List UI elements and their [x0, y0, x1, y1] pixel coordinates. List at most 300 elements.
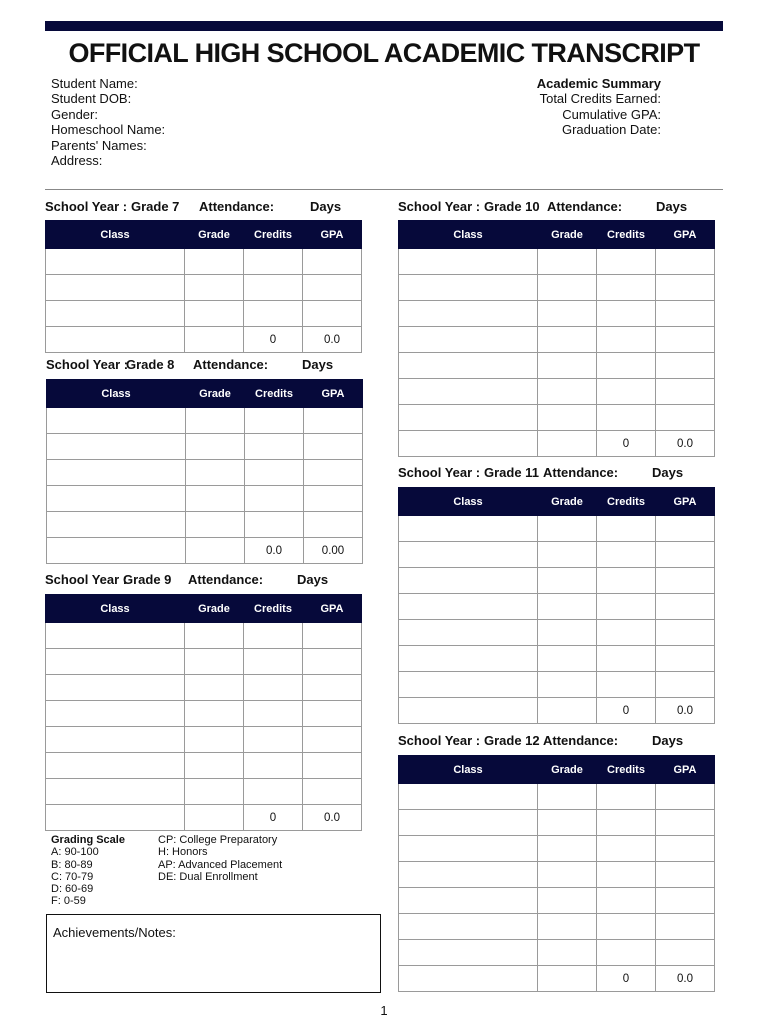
cell-grade[interactable] [186, 460, 245, 486]
table-row [399, 542, 715, 568]
cell-credits[interactable] [245, 408, 304, 434]
cell-class[interactable] [399, 542, 538, 568]
cell-grade[interactable] [538, 672, 597, 698]
cell-gpa[interactable] [656, 888, 715, 914]
cell-grade[interactable] [185, 275, 244, 301]
table-row [46, 753, 362, 779]
cell-gpa[interactable] [304, 460, 363, 486]
cell-credits[interactable] [597, 888, 656, 914]
cell-gpa[interactable] [656, 620, 715, 646]
total-gpa: 0.0 [303, 327, 362, 353]
cell-grade[interactable] [538, 353, 597, 379]
cell-credits[interactable] [597, 327, 656, 353]
cell-class[interactable] [47, 460, 186, 486]
total-gpa: 0.0 [303, 805, 362, 831]
cell-gpa[interactable] [656, 301, 715, 327]
table-row [399, 646, 715, 672]
cell-class[interactable] [399, 810, 538, 836]
cumulative-gpa-label: Cumulative GPA: [562, 106, 661, 122]
grade-f: F: 0-59 [51, 895, 86, 908]
cell-class[interactable] [399, 353, 538, 379]
page-title: OFFICIAL HIGH SCHOOL ACADEMIC TRANSCRIPT [68, 38, 700, 68]
school-year-label: School Year : [398, 733, 481, 748]
cell-grade[interactable] [538, 940, 597, 966]
table-row [46, 301, 362, 327]
cell-gpa[interactable] [656, 784, 715, 810]
total-grade-cell [186, 538, 245, 564]
school-year-line [398, 199, 718, 215]
grade-label: Grade 10 [484, 199, 540, 214]
transcript-table-11 [398, 487, 715, 724]
cell-credits[interactable] [597, 405, 656, 431]
school-year-line [398, 733, 718, 749]
cell-class[interactable] [47, 512, 186, 538]
cell-class[interactable] [399, 301, 538, 327]
cell-grade[interactable] [538, 810, 597, 836]
grade-b: B: 80-89 [51, 858, 93, 871]
cell-gpa[interactable] [656, 405, 715, 431]
cell-gpa[interactable] [656, 542, 715, 568]
table-row [399, 301, 715, 327]
total-grade-cell [185, 327, 244, 353]
cell-gpa[interactable] [656, 327, 715, 353]
cell-grade[interactable] [538, 405, 597, 431]
table-row [399, 914, 715, 940]
totals-row [46, 805, 362, 831]
cell-credits[interactable] [244, 753, 303, 779]
cell-credits[interactable] [597, 620, 656, 646]
days-label: Days [297, 572, 329, 587]
totals-row [46, 327, 362, 353]
column-header-credits: Credits [597, 756, 656, 784]
cell-grade[interactable] [538, 620, 597, 646]
table-row [399, 594, 715, 620]
gender-label: Gender: [51, 106, 98, 122]
cell-credits[interactable] [244, 249, 303, 275]
homeschool-name-label: Homeschool Name: [51, 122, 166, 138]
cell-gpa[interactable] [304, 434, 363, 460]
code-de: DE: Dual Enrollment [158, 870, 258, 883]
cell-credits[interactable] [597, 594, 656, 620]
total-class-cell [399, 966, 538, 992]
cell-class[interactable] [47, 486, 186, 512]
attendance-label: Attendance: [199, 199, 275, 214]
cell-gpa[interactable] [656, 810, 715, 836]
total-credits: 0 [597, 431, 656, 457]
totals-row [399, 431, 715, 457]
cell-grade[interactable] [538, 275, 597, 301]
academic-summary [537, 76, 661, 138]
transcript-table-9 [45, 594, 362, 831]
cell-credits[interactable] [597, 784, 656, 810]
grade-label: Grade 9 [123, 572, 172, 587]
cell-grade[interactable] [185, 623, 244, 649]
cell-class[interactable] [399, 940, 538, 966]
table-row [46, 701, 362, 727]
table-row [399, 940, 715, 966]
column-header-class: Class [399, 756, 538, 784]
column-header-grade: Grade [185, 221, 244, 249]
cell-class[interactable] [47, 434, 186, 460]
cell-credits[interactable] [597, 836, 656, 862]
days-label: Days [302, 357, 334, 372]
table-row [46, 275, 362, 301]
totals-row [399, 698, 715, 724]
grade-label: Grade 11 [484, 465, 539, 480]
days-label: Days [652, 465, 684, 480]
table-header-row [399, 221, 715, 249]
cell-credits[interactable] [597, 379, 656, 405]
table-row [399, 275, 715, 301]
table-row [399, 672, 715, 698]
cell-grade[interactable] [538, 542, 597, 568]
parents-names-label: Parents' Names: [51, 137, 147, 153]
total-gpa: 0.00 [304, 538, 363, 564]
attendance-label: Attendance: [547, 199, 623, 214]
cell-credits[interactable] [597, 940, 656, 966]
cell-credits[interactable] [597, 353, 656, 379]
cell-grade[interactable] [186, 408, 245, 434]
cell-class[interactable] [47, 408, 186, 434]
school-year-line [45, 572, 365, 588]
cell-credits[interactable] [597, 542, 656, 568]
table-row [399, 353, 715, 379]
column-header-grade: Grade [538, 221, 597, 249]
column-header-credits: Credits [244, 221, 303, 249]
column-header-grade: Grade [538, 488, 597, 516]
total-class-cell [399, 698, 538, 724]
cell-grade[interactable] [538, 888, 597, 914]
cell-credits[interactable] [597, 516, 656, 542]
totals-row [47, 538, 363, 564]
cell-gpa[interactable] [304, 512, 363, 538]
cell-class[interactable] [46, 249, 185, 275]
cell-grade[interactable] [186, 486, 245, 512]
cell-grade[interactable] [538, 594, 597, 620]
cell-grade[interactable] [538, 646, 597, 672]
total-grade-cell [538, 698, 597, 724]
total-credits: 0 [244, 327, 303, 353]
student-info [51, 76, 165, 168]
table-row [47, 460, 363, 486]
total-class-cell [399, 431, 538, 457]
cell-credits[interactable] [245, 460, 304, 486]
cell-credits[interactable] [244, 701, 303, 727]
cell-credits[interactable] [244, 649, 303, 675]
column-header-credits: Credits [245, 380, 304, 408]
cell-credits[interactable] [597, 275, 656, 301]
cell-gpa[interactable] [304, 486, 363, 512]
cell-class[interactable] [399, 379, 538, 405]
column-header-class: Class [399, 221, 538, 249]
cell-gpa[interactable] [656, 646, 715, 672]
cell-credits[interactable] [597, 301, 656, 327]
address-label: Address: [51, 153, 103, 169]
cell-grade[interactable] [185, 249, 244, 275]
table-row [47, 512, 363, 538]
table-row [399, 379, 715, 405]
cell-gpa[interactable] [303, 779, 362, 805]
school-year-line [398, 465, 718, 481]
cell-gpa[interactable] [656, 249, 715, 275]
attendance-label: Attendance: [543, 465, 619, 480]
cell-grade[interactable] [538, 249, 597, 275]
total-credits: 0 [244, 805, 303, 831]
code-h: H: Honors [158, 846, 208, 859]
table-row [46, 779, 362, 805]
header-bar [45, 21, 723, 31]
table-row [46, 675, 362, 701]
cell-grade[interactable] [185, 649, 244, 675]
total-gpa: 0.0 [656, 698, 715, 724]
school-year-line [45, 199, 365, 215]
total-grade-cell [538, 966, 597, 992]
cell-gpa[interactable] [656, 275, 715, 301]
cell-class[interactable] [399, 620, 538, 646]
column-header-class: Class [46, 221, 185, 249]
column-header-grade: Grade [186, 380, 245, 408]
cell-class[interactable] [399, 594, 538, 620]
cell-credits[interactable] [245, 486, 304, 512]
column-header-gpa: GPA [303, 595, 362, 623]
cell-gpa[interactable] [656, 353, 715, 379]
school-year-line [46, 357, 366, 373]
cell-gpa[interactable] [656, 836, 715, 862]
table-header-row [47, 380, 363, 408]
table-row [399, 327, 715, 353]
total-class-cell [47, 538, 186, 564]
column-header-grade: Grade [538, 756, 597, 784]
cell-credits[interactable] [244, 779, 303, 805]
total-credits-label: Total Credits Earned: [539, 91, 661, 107]
cell-class[interactable] [46, 301, 185, 327]
table-row [399, 620, 715, 646]
totals-row [399, 966, 715, 992]
total-credits: 0.0 [245, 538, 304, 564]
cell-credits[interactable] [245, 434, 304, 460]
table-row [399, 836, 715, 862]
school-year-label: School Year : [46, 357, 129, 372]
cell-gpa[interactable] [303, 727, 362, 753]
grade-a: A: 90-100 [51, 846, 99, 859]
cell-gpa[interactable] [303, 675, 362, 701]
grade-label: Grade 8 [126, 357, 175, 372]
grade-d: D: 60-69 [51, 883, 94, 896]
cell-credits[interactable] [244, 301, 303, 327]
cell-gpa[interactable] [656, 672, 715, 698]
grading-scale-title: Grading Scale [51, 834, 125, 846]
total-class-cell [46, 327, 185, 353]
transcript-table-7 [45, 220, 362, 353]
table-row [399, 516, 715, 542]
total-grade-cell [185, 805, 244, 831]
cell-grade[interactable] [538, 301, 597, 327]
cell-class[interactable] [399, 568, 538, 594]
cell-credits[interactable] [245, 512, 304, 538]
cell-grade[interactable] [538, 784, 597, 810]
table-row [46, 623, 362, 649]
academic-summary-title: Academic Summary [536, 76, 661, 91]
graduation-date-label: Graduation Date: [561, 122, 661, 138]
cell-gpa[interactable] [303, 623, 362, 649]
table-header-row [46, 221, 362, 249]
total-class-cell [46, 805, 185, 831]
cell-grade[interactable] [538, 914, 597, 940]
cell-grade[interactable] [538, 327, 597, 353]
notes-label: Achievements/Notes: [53, 925, 176, 940]
cell-grade[interactable] [538, 379, 597, 405]
cell-class[interactable] [399, 327, 538, 353]
school-year-label: School Year : [398, 465, 481, 480]
cell-grade[interactable] [185, 753, 244, 779]
cell-grade[interactable] [185, 675, 244, 701]
cell-gpa[interactable] [303, 275, 362, 301]
code-cp: CP: College Preparatory [158, 834, 278, 846]
cell-credits[interactable] [597, 249, 656, 275]
cell-class[interactable] [399, 249, 538, 275]
cell-credits[interactable] [597, 862, 656, 888]
table-header-row [399, 488, 715, 516]
table-row [47, 486, 363, 512]
attendance-label: Attendance: [543, 733, 619, 748]
table-row [46, 649, 362, 675]
cell-class[interactable] [399, 862, 538, 888]
total-gpa: 0.0 [656, 431, 715, 457]
cell-gpa[interactable] [656, 568, 715, 594]
cell-credits[interactable] [597, 568, 656, 594]
cell-grade[interactable] [538, 836, 597, 862]
cell-grade[interactable] [186, 512, 245, 538]
attendance-label: Attendance: [193, 357, 269, 372]
cell-grade[interactable] [538, 862, 597, 888]
cell-gpa[interactable] [656, 516, 715, 542]
grade-label: Grade 12 [484, 733, 540, 748]
column-header-class: Class [46, 595, 185, 623]
cell-class[interactable] [399, 914, 538, 940]
school-year-label: School Year : [45, 572, 128, 587]
days-label: Days [656, 199, 688, 214]
cell-class[interactable] [46, 779, 185, 805]
table-row [47, 408, 363, 434]
table-header-row [46, 595, 362, 623]
cell-class[interactable] [399, 836, 538, 862]
cell-class[interactable] [46, 649, 185, 675]
cell-class[interactable] [399, 646, 538, 672]
column-header-credits: Credits [597, 488, 656, 516]
cell-class[interactable] [46, 753, 185, 779]
cell-class[interactable] [46, 275, 185, 301]
days-label: Days [652, 733, 684, 748]
cell-class[interactable] [46, 727, 185, 753]
cell-gpa[interactable] [303, 649, 362, 675]
column-header-gpa: GPA [656, 221, 715, 249]
cell-gpa[interactable] [303, 753, 362, 779]
table-row [399, 568, 715, 594]
column-header-gpa: GPA [304, 380, 363, 408]
column-header-grade: Grade [185, 595, 244, 623]
total-gpa: 0.0 [656, 966, 715, 992]
cell-grade[interactable] [185, 727, 244, 753]
transcript-table-8 [46, 379, 363, 564]
course-codes [158, 834, 282, 883]
cell-class[interactable] [46, 675, 185, 701]
cell-class[interactable] [46, 701, 185, 727]
cell-class[interactable] [46, 623, 185, 649]
table-row [47, 434, 363, 460]
cell-gpa[interactable] [303, 249, 362, 275]
cell-gpa[interactable] [656, 862, 715, 888]
column-header-class: Class [47, 380, 186, 408]
column-header-class: Class [399, 488, 538, 516]
attendance-label: Attendance: [188, 572, 264, 587]
cell-grade[interactable] [185, 301, 244, 327]
cell-credits[interactable] [597, 810, 656, 836]
cell-class[interactable] [399, 405, 538, 431]
grade-label: Grade 7 [131, 199, 180, 214]
transcript-table-12 [398, 755, 715, 992]
divider [45, 189, 723, 190]
column-header-gpa: GPA [656, 756, 715, 784]
cell-credits[interactable] [244, 623, 303, 649]
school-year-label: School Year : [398, 199, 481, 214]
table-row [46, 249, 362, 275]
transcript-table-10 [398, 220, 715, 457]
table-row [46, 727, 362, 753]
cell-class[interactable] [399, 784, 538, 810]
total-credits: 0 [597, 698, 656, 724]
cell-gpa[interactable] [656, 940, 715, 966]
page-number: 1 [380, 1003, 388, 1018]
cell-gpa[interactable] [656, 594, 715, 620]
cell-credits[interactable] [597, 672, 656, 698]
notes-box[interactable] [46, 914, 381, 993]
total-grade-cell [538, 431, 597, 457]
cell-gpa[interactable] [656, 379, 715, 405]
cell-class[interactable] [399, 516, 538, 542]
cell-gpa[interactable] [304, 408, 363, 434]
cell-grade[interactable] [186, 434, 245, 460]
table-row [399, 249, 715, 275]
cell-grade[interactable] [185, 701, 244, 727]
cell-credits[interactable] [244, 675, 303, 701]
table-row [399, 405, 715, 431]
student-name-label: Student Name: [51, 76, 138, 91]
column-header-credits: Credits [244, 595, 303, 623]
column-header-credits: Credits [597, 221, 656, 249]
cell-grade[interactable] [538, 516, 597, 542]
cell-credits[interactable] [244, 275, 303, 301]
cell-class[interactable] [399, 888, 538, 914]
table-header-row [399, 756, 715, 784]
cell-class[interactable] [399, 275, 538, 301]
table-row [399, 810, 715, 836]
cell-credits[interactable] [244, 727, 303, 753]
cell-gpa[interactable] [656, 914, 715, 940]
total-credits: 0 [597, 966, 656, 992]
column-header-gpa: GPA [303, 221, 362, 249]
grade-c: C: 70-79 [51, 870, 94, 883]
cell-gpa[interactable] [303, 301, 362, 327]
cell-grade[interactable] [538, 568, 597, 594]
cell-class[interactable] [399, 672, 538, 698]
table-row [399, 888, 715, 914]
cell-grade[interactable] [185, 779, 244, 805]
table-row [399, 784, 715, 810]
cell-credits[interactable] [597, 914, 656, 940]
grading-scale [51, 834, 125, 908]
cell-credits[interactable] [597, 646, 656, 672]
cell-gpa[interactable] [303, 701, 362, 727]
